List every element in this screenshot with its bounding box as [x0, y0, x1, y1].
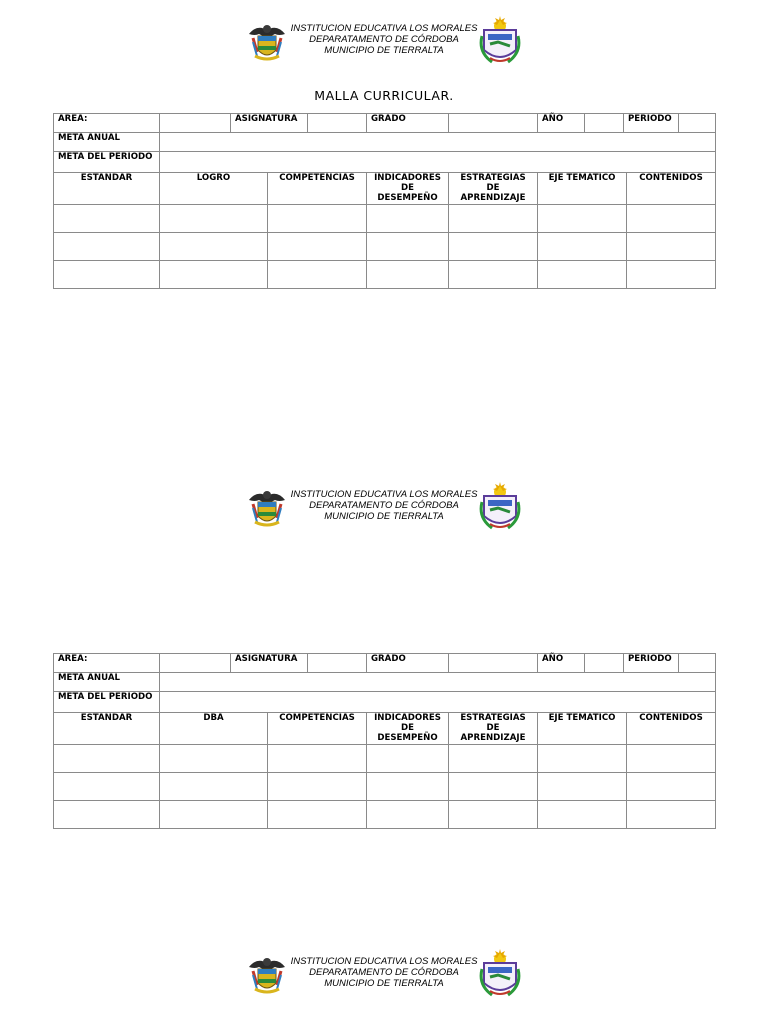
col-competencias: COMPETENCIAS	[268, 173, 367, 205]
municipality-name: MUNICIPIO DE TIERRALTA	[324, 511, 444, 522]
meta-periodo-value[interactable]	[160, 152, 716, 173]
colombia-coat-of-arms-icon	[245, 22, 289, 62]
meta-periodo-label: META DEL PERIODO	[54, 152, 160, 173]
municipality-name: MUNICIPIO DE TIERRALTA	[324, 45, 444, 56]
municipality-name: MUNICIPIO DE TIERRALTA	[324, 978, 444, 989]
col-eje-tematico: EJE TEMATICO	[538, 713, 627, 745]
table-row	[54, 261, 716, 289]
municipal-seal-icon	[476, 949, 524, 999]
department-name: DEPARATAMENTO DE CÓRDOBA	[309, 967, 459, 978]
area-label: AREA:	[54, 654, 160, 673]
anio-label: AÑO	[538, 114, 585, 132]
municipal-seal-icon	[476, 16, 524, 66]
col-estrategias: ESTRATEGIAS DE APRENDIZAJE	[449, 713, 538, 745]
col-estrategias: ESTRATEGIAS DE APRENDIZAJE	[449, 173, 538, 205]
meta-anual-label: META ANUAL	[54, 673, 160, 692]
col-indicadores: INDICADORES DE DESEMPEÑO	[367, 713, 449, 745]
meta-periodo-label: META DEL PERIODO	[54, 692, 160, 713]
col-indicadores: INDICADORES DE DESEMPEÑO	[367, 173, 449, 205]
meta-periodo-value[interactable]	[160, 692, 716, 713]
anio-value[interactable]	[585, 654, 624, 672]
document-title: MALLA CURRICULAR.	[314, 88, 454, 103]
periodo-label: PERIODO	[624, 114, 679, 132]
periodo-value[interactable]	[679, 654, 716, 672]
meta-anual-value[interactable]	[160, 673, 716, 692]
grado-value[interactable]	[449, 114, 538, 132]
asignatura-label: ASIGNATURA	[231, 114, 308, 132]
letterhead-text	[284, 956, 484, 989]
meta-anual-value[interactable]	[160, 133, 716, 152]
col-estandar: ESTANDAR	[54, 173, 160, 205]
curriculum-table-1	[53, 113, 715, 289]
letterhead-text	[284, 23, 484, 56]
col-logro: LOGRO	[160, 173, 268, 205]
meta-anual-label: META ANUAL	[54, 133, 160, 152]
anio-label: AÑO	[538, 654, 585, 672]
col-competencias: COMPETENCIAS	[268, 713, 367, 745]
anio-value[interactable]	[585, 114, 624, 132]
table-row	[54, 205, 716, 233]
grado-label: GRADO	[367, 654, 449, 672]
letterhead-text	[284, 489, 484, 522]
col-contenidos: CONTENIDOS	[627, 713, 716, 745]
institution-name: INSTITUCION EDUCATIVA LOS MORALES	[290, 956, 478, 967]
institution-name: INSTITUCION EDUCATIVA LOS MORALES	[290, 23, 478, 34]
area-value[interactable]	[160, 654, 231, 672]
periodo-label: PERIODO	[624, 654, 679, 672]
department-name: DEPARATAMENTO DE CÓRDOBA	[309, 34, 459, 45]
area-value[interactable]	[160, 114, 231, 132]
institution-name: INSTITUCION EDUCATIVA LOS MORALES	[290, 489, 478, 500]
col-contenidos: CONTENIDOS	[627, 173, 716, 205]
colombia-coat-of-arms-icon	[245, 488, 289, 528]
colombia-coat-of-arms-icon	[245, 955, 289, 995]
grado-value[interactable]	[449, 654, 538, 672]
letterhead-3	[0, 955, 768, 1005]
col-eje-tematico: EJE TEMATICO	[538, 173, 627, 205]
grado-label: GRADO	[367, 114, 449, 132]
table-row	[54, 773, 716, 801]
asignatura-value[interactable]	[308, 114, 367, 132]
col-dba: DBA	[160, 713, 268, 745]
col-estandar: ESTANDAR	[54, 713, 160, 745]
table-row	[54, 801, 716, 829]
asignatura-label: ASIGNATURA	[231, 654, 308, 672]
table-row	[54, 233, 716, 261]
table-row	[54, 745, 716, 773]
municipal-seal-icon	[476, 482, 524, 532]
letterhead-2	[0, 488, 768, 538]
area-label: AREA:	[54, 114, 160, 133]
asignatura-value[interactable]	[308, 654, 367, 672]
letterhead-1	[0, 22, 768, 72]
department-name: DEPARATAMENTO DE CÓRDOBA	[309, 500, 459, 511]
curriculum-table-2	[53, 653, 715, 829]
periodo-value[interactable]	[679, 114, 716, 132]
